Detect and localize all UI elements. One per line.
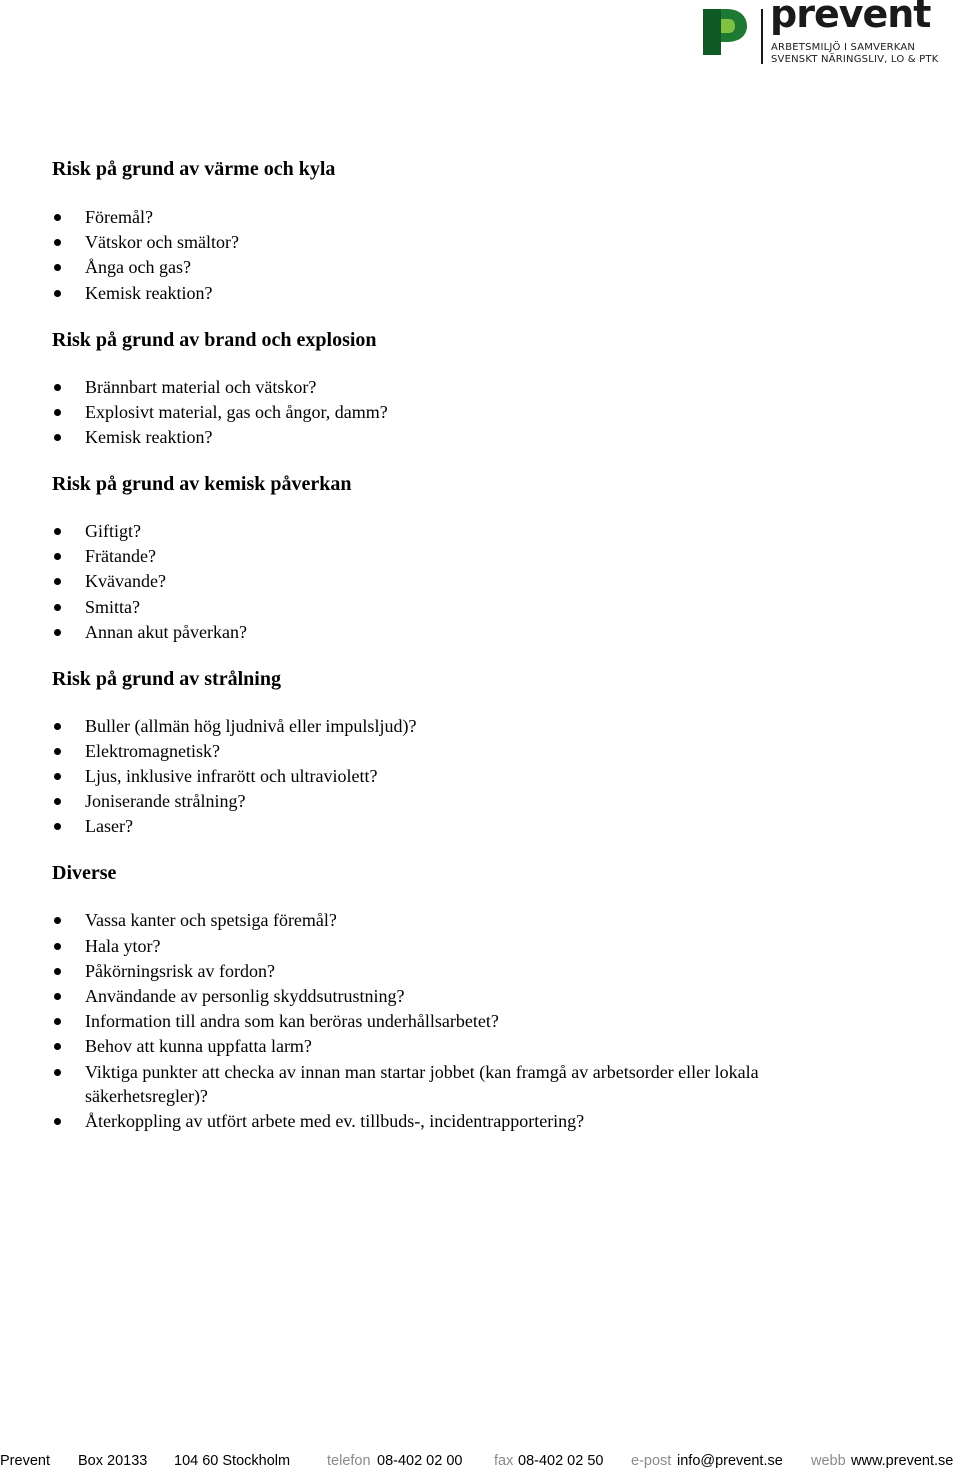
list-item: Hala ytor? [52,934,852,958]
prevent-p-mark-icon [703,9,747,55]
section-heading: Diverse [52,862,117,885]
list-item: Elektromagnetisk? [52,739,852,763]
footer-phone: 08-402 02 00 [377,1453,463,1469]
list-item: Vätskor och smältor? [52,230,852,254]
list-item: Smitta? [52,595,852,619]
list-item: Viktiga punkter att checka av innan man startar jobbet (kan framgå av arbetsorder eller lokala säkerhetsregler)? [52,1060,852,1108]
list-item: Information till andra som kan beröras underhållsarbetet? [52,1009,852,1033]
section [52,154,852,305]
list-item: Användande av personlig skyddsutrustning? [52,984,852,1008]
list-item: Laser? [52,814,852,838]
footer-web-label: webb [811,1453,846,1469]
list-item: Behov att kunna uppfatta larm? [52,1034,852,1058]
section-heading: Risk på grund av kemisk påverkan [52,472,352,495]
footer-box: Box 20133 [78,1453,148,1469]
bullet-list [52,908,852,1132]
list-item: Joniserande strålning? [52,789,852,813]
footer-email-label: e-post [631,1453,672,1469]
bullet-list [52,205,852,305]
list-item: Återkoppling av utfört arbete med ev. tillbuds-, incidentrapportering? [52,1109,852,1133]
list-item: Vassa kanter och spetsiga föremål? [52,908,852,932]
footer-email-link[interactable]: info@prevent.se [677,1453,783,1469]
footer-org: Prevent [0,1453,50,1469]
list-item: Föremål? [52,205,852,229]
section-heading: Risk på grund av strålning [52,667,281,690]
logo-tagline-2: SVENSKT NÄRINGSLIV, LO & PTK [771,54,939,65]
footer-city: 104 60 Stockholm [174,1453,291,1469]
bullet-list [52,375,852,449]
list-item: Ljus, inklusive infrarött och ultraviolett? [52,764,852,788]
logo-name: prevent [770,0,931,36]
list-item: Brännbart material och vätskor? [52,375,852,399]
list-item: Frätande? [52,544,852,568]
list-item: Buller (allmän hög ljudnivå eller impulsljud)? [52,714,852,738]
list-item: Påkörningsrisk av fordon? [52,959,852,983]
list-item: Ånga och gas? [52,255,852,279]
section [52,858,852,1132]
footer-phone-label: telefon [327,1453,371,1469]
section [52,325,852,449]
footer-web-link[interactable]: www.prevent.se [851,1453,954,1469]
footer-fax: 08-402 02 50 [518,1453,604,1469]
footer-fax-label: fax [494,1453,514,1469]
list-item: Giftigt? [52,519,852,543]
list-item: Kemisk reaktion? [52,425,852,449]
prevent-logo [703,0,953,66]
section [52,469,852,644]
list-item: Kemisk reaktion? [52,281,852,305]
section [52,664,852,839]
bullet-list [52,519,852,644]
checklist-content [52,154,852,1133]
bullet-list [52,714,852,839]
section-heading: Risk på grund av brand och explosion [52,328,377,351]
list-item: Explosivt material, gas och ångor, damm? [52,400,852,424]
list-item: Annan akut påverkan? [52,620,852,644]
logo-tagline-1: ARBETSMILJÖ I SAMVERKAN [771,42,916,53]
section-heading: Risk på grund av värme och kyla [52,158,336,180]
list-item: Kvävande? [52,569,852,593]
logo-divider [761,9,763,64]
